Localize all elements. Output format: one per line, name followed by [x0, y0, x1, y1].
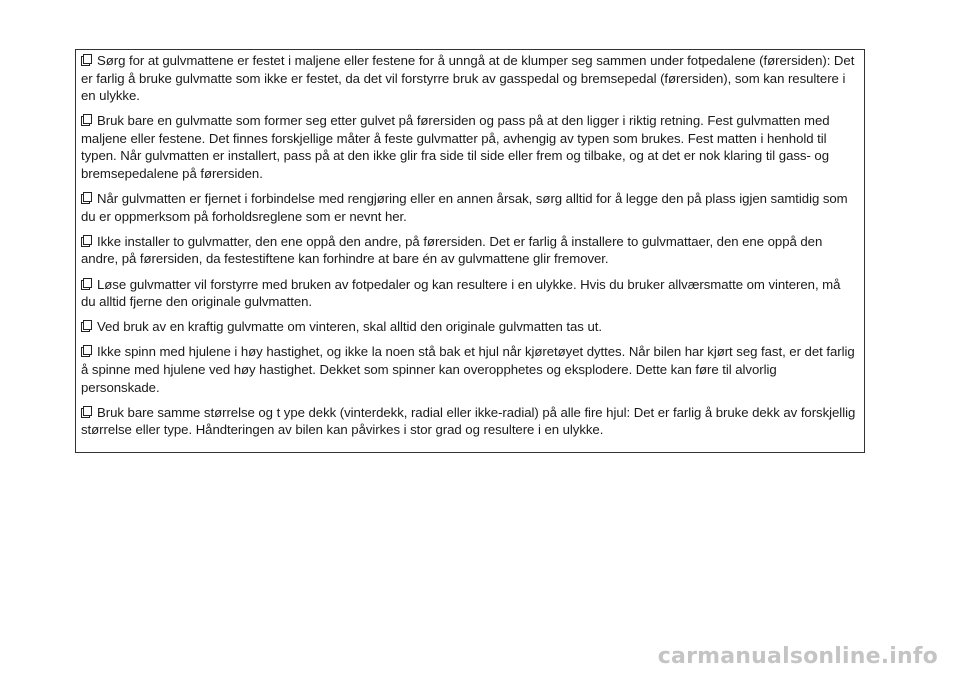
warning-paragraph — [81, 318, 856, 336]
warning-bullet-icon — [81, 114, 92, 126]
warning-bullet-icon — [81, 320, 92, 332]
warning-text: Når gulvmatten er fjernet i forbindelse med rengjøring eller en annen årsak, sørg alltid for å legge den på plass igjen samtidig som du er oppmerksom på forholdsreglene som er nevnt her. — [81, 191, 848, 224]
warning-text: Ved bruk av en kraftig gulvmatte om vinteren, skal alltid den originale gulvmatten tas ut. — [97, 319, 602, 335]
warning-text: Ikke installer to gulvmatter, den ene oppå den andre, på førersiden. Det er farlig å installere to gulvmattaer, den ene oppå den andre, på førersiden, da festestiftene kan forhindre at bare én av gulvmattene glir fremover. — [81, 233, 823, 267]
warning-paragraph — [81, 404, 856, 439]
warning-paragraph — [81, 276, 856, 311]
warning-text: Bruk bare en gulvmatte som former seg etter gulvet på førersiden og pass på at den ligger i riktig retning. Fest gulvmatten med maljene eller festene. Det finnes forskjellige måter å feste gulvmatter på, avhengig av typen som brukes. Fest matten i henhold til typen. Når gulvmatten er installert, pass på at den ikke glir fra side til side eller frem og tilbake, og at det er nok klaring til gass- og bremsepedalene på førersiden. — [81, 113, 830, 182]
warning-bullet-icon — [81, 278, 92, 290]
warning-bullet-icon — [81, 54, 92, 66]
warning-bullet-icon — [81, 235, 92, 247]
warning-text: Løse gulvmatter vil forstyrre med bruken av fotpedaler og kan resultere i en ulykke. Hvis du bruker allværsmatte om vinteren, må du alltid fjerne den originale gulvmatten. — [81, 276, 841, 310]
warning-bullet-icon — [81, 192, 92, 204]
warning-paragraph — [81, 112, 856, 182]
watermark: carmanualsonline.info — [657, 644, 938, 669]
warning-paragraph — [81, 343, 856, 396]
warning-box — [75, 49, 865, 453]
warning-paragraph — [81, 190, 856, 225]
warning-paragraph — [81, 52, 856, 105]
warning-bullet-icon — [81, 406, 92, 418]
warning-text: Sørg for at gulvmattene er festet i maljene eller festene for å unngå at de klumper seg sammen under fotpedalene (førersiden): Det er farlig å bruke gulvmatte som ikke er festet, da det vil forstyrre bruk av gasspedal og bremsepedal (førersiden), som kan resultere i en ulykke. — [81, 53, 855, 104]
warning-text: Bruk bare samme størrelse og t ype dekk (vinterdekk, radial eller ikke-radial) på alle fire hjul: Det er farlig å bruke dekk av forskjellig størrelse eller type. Håndteringen av bilen kan påvirkes i stor grad og resultere i en ulykke. — [81, 404, 856, 438]
warning-paragraph — [81, 233, 856, 268]
warning-bullet-icon — [81, 345, 92, 357]
warning-text: Ikke spinn med hjulene i høy hastighet, og ikke la noen stå bak et hjul når kjøretøyet dyttes. Når bilen har kjørt seg fast, er det farlig å spinne med hjulene ved høy hastighet. Dekket som spinner kan overopphetes og eksplodere. Dette kan føre til alvorlig personskade. — [81, 344, 855, 395]
